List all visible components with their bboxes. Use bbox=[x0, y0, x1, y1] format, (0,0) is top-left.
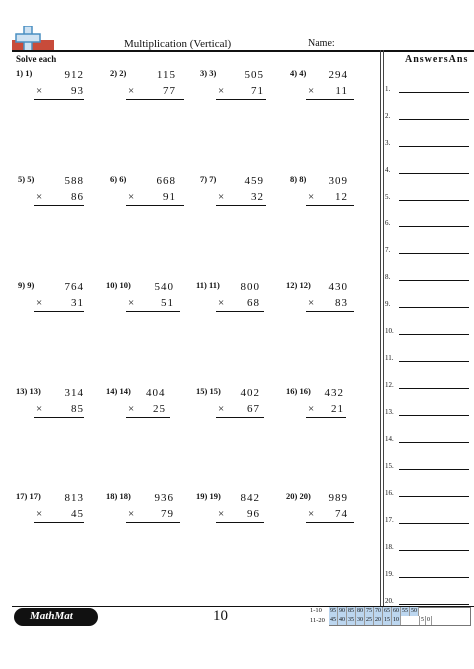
multiplier: 12 bbox=[335, 191, 348, 203]
times-sign: × bbox=[218, 403, 225, 415]
times-sign: × bbox=[128, 508, 135, 520]
times-sign: × bbox=[218, 508, 225, 520]
score-cell: 50 bbox=[411, 608, 417, 614]
times-sign: × bbox=[36, 297, 43, 309]
problem bbox=[196, 386, 280, 436]
score-cell: 10 bbox=[393, 617, 399, 623]
problem bbox=[16, 491, 84, 541]
answer-number: 16. bbox=[385, 489, 394, 497]
problem-number: 8) 8) bbox=[290, 174, 307, 184]
problem-number: 11) 11) bbox=[196, 280, 220, 290]
times-sign: × bbox=[36, 85, 43, 97]
problem-number: 7) 7) bbox=[200, 174, 217, 184]
multiplicand: 764 bbox=[64, 281, 84, 293]
answer-line[interactable] bbox=[385, 376, 469, 390]
score-cell: 35 bbox=[348, 617, 354, 623]
answer-rule bbox=[34, 311, 84, 312]
times-sign: × bbox=[128, 297, 135, 309]
multiplicand: 842 bbox=[240, 492, 260, 504]
answer-number: 5. bbox=[385, 193, 391, 201]
multiplicand: 505 bbox=[244, 69, 264, 81]
problem bbox=[16, 386, 84, 436]
multiplier: 67 bbox=[247, 403, 260, 415]
answer-line[interactable] bbox=[385, 214, 469, 228]
problem bbox=[0, 68, 84, 118]
multiplicand: 800 bbox=[240, 281, 260, 293]
answer-rule bbox=[34, 205, 84, 206]
answer-number: 1. bbox=[385, 85, 391, 93]
answer-number: 9. bbox=[385, 300, 391, 308]
answer-number: 2. bbox=[385, 112, 391, 120]
answer-rule bbox=[306, 99, 354, 100]
problem-number: 9) 9) bbox=[18, 280, 35, 290]
answer-line[interactable] bbox=[385, 80, 469, 94]
problem-number: 12) 12) bbox=[286, 280, 311, 290]
score-cell: 75 bbox=[366, 608, 372, 614]
problem bbox=[106, 280, 190, 330]
answer-line[interactable] bbox=[385, 161, 469, 175]
name-label: Name: bbox=[308, 38, 335, 49]
answer-number: 4. bbox=[385, 166, 391, 174]
multiplier: 85 bbox=[71, 403, 84, 415]
times-sign: × bbox=[218, 85, 225, 97]
problem-number: 20) 20) bbox=[286, 491, 311, 501]
multiplicand: 314 bbox=[64, 387, 84, 399]
multiplicand: 115 bbox=[156, 69, 176, 81]
answer-rule bbox=[306, 417, 346, 418]
answer-number: 18. bbox=[385, 543, 394, 551]
answer-rule bbox=[34, 522, 84, 523]
problem bbox=[110, 68, 190, 118]
times-sign: × bbox=[128, 191, 135, 203]
problem bbox=[18, 280, 84, 330]
answer-rule bbox=[126, 522, 180, 523]
answer-number: 19. bbox=[385, 570, 394, 578]
worksheet-title: Multiplication (Vertical) bbox=[124, 38, 232, 50]
answer-line[interactable] bbox=[385, 295, 469, 309]
answer-rule bbox=[306, 205, 354, 206]
answer-line[interactable] bbox=[385, 134, 469, 148]
score-cell: 70 bbox=[375, 608, 381, 614]
problem bbox=[106, 386, 190, 436]
multiplicand: 912 bbox=[64, 69, 84, 81]
times-sign: × bbox=[308, 191, 315, 203]
score-cell: 55 bbox=[402, 608, 408, 614]
answer-divider bbox=[380, 50, 381, 607]
problem bbox=[196, 280, 280, 330]
problem bbox=[290, 68, 370, 118]
answer-rule bbox=[126, 417, 170, 418]
times-sign: × bbox=[128, 85, 135, 97]
multiplier: 71 bbox=[251, 85, 264, 97]
answer-line[interactable] bbox=[385, 107, 469, 121]
answer-rule bbox=[126, 99, 184, 100]
answer-line[interactable] bbox=[385, 511, 469, 525]
score-cell: 45 bbox=[330, 617, 336, 623]
answer-line[interactable] bbox=[385, 188, 469, 202]
problem bbox=[200, 68, 280, 118]
answer-rule bbox=[126, 205, 184, 206]
multiplicand: 668 bbox=[156, 175, 176, 187]
multiplicand: 294 bbox=[328, 69, 348, 81]
answer-line[interactable] bbox=[385, 430, 469, 444]
answer-number: 14. bbox=[385, 435, 394, 443]
answer-number: 3. bbox=[385, 139, 391, 147]
answer-number: 20. bbox=[385, 597, 394, 605]
score-cell: 90 bbox=[339, 608, 345, 614]
problem bbox=[286, 491, 370, 541]
multiplier: 25 bbox=[153, 403, 166, 415]
multiplicand: 989 bbox=[328, 492, 348, 504]
score-row bbox=[329, 616, 432, 625]
score-cell: 25 bbox=[366, 617, 372, 623]
instructions: Solve each bbox=[16, 54, 57, 64]
problem-number: 18) 18) bbox=[106, 491, 131, 501]
times-sign: × bbox=[36, 508, 43, 520]
answer-rule bbox=[126, 311, 180, 312]
answer-rule bbox=[216, 99, 266, 100]
answer-number: 10. bbox=[385, 327, 394, 335]
times-sign: × bbox=[36, 191, 43, 203]
answer-divider bbox=[383, 50, 384, 607]
multiplicand: 404 bbox=[146, 387, 166, 399]
answer-line[interactable] bbox=[385, 268, 469, 282]
answer-number: 13. bbox=[385, 408, 394, 416]
answer-number: 12. bbox=[385, 381, 394, 389]
multiplicand: 813 bbox=[64, 492, 84, 504]
multiplicand: 588 bbox=[64, 175, 84, 187]
multiplicand: 430 bbox=[328, 281, 348, 293]
answer-number: 8. bbox=[385, 273, 391, 281]
answer-number: 15. bbox=[385, 462, 394, 470]
problem-number: 3) 3) bbox=[200, 68, 217, 78]
problem bbox=[106, 491, 190, 541]
multiplicand: 402 bbox=[240, 387, 260, 399]
score-cell bbox=[401, 616, 420, 625]
answer-line[interactable] bbox=[385, 592, 469, 606]
problem bbox=[110, 174, 190, 224]
problem-number: 13) 13) bbox=[16, 386, 41, 396]
answer-rule bbox=[306, 522, 354, 523]
problem-number: 19) 19) bbox=[196, 491, 221, 501]
brand-name: MathMat bbox=[30, 610, 73, 622]
times-sign: × bbox=[218, 191, 225, 203]
multiplier: 32 bbox=[251, 191, 264, 203]
multiplier: 68 bbox=[247, 297, 260, 309]
answer-rule bbox=[34, 99, 84, 100]
answer-rule bbox=[34, 417, 84, 418]
answer-rule bbox=[216, 417, 264, 418]
answer-rule bbox=[216, 205, 266, 206]
multiplier: 74 bbox=[335, 508, 348, 520]
answer-line[interactable] bbox=[385, 457, 469, 471]
problem-number: 10) 10) bbox=[106, 280, 131, 290]
multiplier: 83 bbox=[335, 297, 348, 309]
multiplicand: 432 bbox=[324, 387, 344, 399]
score-cell: 95 bbox=[330, 608, 336, 614]
answer-number: 6. bbox=[385, 219, 391, 227]
times-sign: × bbox=[218, 297, 225, 309]
answer-line[interactable] bbox=[385, 322, 469, 336]
score-cell: 15 bbox=[384, 617, 390, 623]
answer-line[interactable] bbox=[385, 538, 469, 552]
score-cell: 30 bbox=[357, 617, 363, 623]
problem-number: 4) 4) bbox=[290, 68, 307, 78]
answer-number: 7. bbox=[385, 246, 391, 254]
problem-number: 16) 16) bbox=[286, 386, 311, 396]
answer-line[interactable] bbox=[385, 484, 469, 498]
multiplier: 45 bbox=[71, 508, 84, 520]
score-row-label: 1-10 bbox=[310, 607, 322, 614]
multiplier: 91 bbox=[163, 191, 176, 203]
times-sign: × bbox=[308, 508, 315, 520]
times-sign: × bbox=[128, 403, 135, 415]
problem bbox=[200, 174, 280, 224]
multiplier: 77 bbox=[163, 85, 176, 97]
multiplier: 79 bbox=[161, 508, 174, 520]
score-cell: 85 bbox=[348, 608, 354, 614]
multiplier: 51 bbox=[161, 297, 174, 309]
times-sign: × bbox=[308, 85, 315, 97]
times-sign: × bbox=[308, 297, 315, 309]
multiplicand: 540 bbox=[154, 281, 174, 293]
answer-rule bbox=[216, 311, 264, 312]
problem-number: 17) 17) bbox=[16, 491, 41, 501]
problem-number: 6) 6) bbox=[110, 174, 127, 184]
answer-number: 11. bbox=[385, 354, 394, 362]
problem bbox=[18, 174, 84, 224]
answer-line[interactable] bbox=[385, 241, 469, 255]
multiplicand: 936 bbox=[154, 492, 174, 504]
header-rule bbox=[12, 50, 474, 52]
score-cell: 60 bbox=[393, 608, 399, 614]
multiplier: 21 bbox=[331, 403, 344, 415]
score-cell: 40 bbox=[339, 617, 345, 623]
answer-line[interactable] bbox=[385, 565, 469, 579]
problem-number: 15) 15) bbox=[196, 386, 221, 396]
score-cell: 65 bbox=[384, 608, 390, 614]
multiplier: 11 bbox=[335, 85, 348, 97]
multiplier: 93 bbox=[71, 85, 84, 97]
multiplier: 31 bbox=[71, 297, 84, 309]
multiplicand: 309 bbox=[328, 175, 348, 187]
problem-number: 5) 5) bbox=[18, 174, 35, 184]
answer-rule bbox=[306, 311, 354, 312]
problem-number: 14) 14) bbox=[106, 386, 131, 396]
page-number: 10 bbox=[213, 608, 228, 624]
multiplier: 96 bbox=[247, 508, 260, 520]
times-sign: × bbox=[308, 403, 315, 415]
multiplicand: 459 bbox=[244, 175, 264, 187]
problem bbox=[196, 491, 280, 541]
answers-title: AnswersAns bbox=[405, 54, 469, 65]
problem bbox=[286, 280, 370, 330]
answer-rule bbox=[216, 522, 264, 523]
answer-line[interactable] bbox=[385, 403, 469, 417]
answer-line[interactable] bbox=[385, 349, 469, 363]
score-row bbox=[329, 607, 419, 616]
score-row-label: 11-20 bbox=[310, 617, 325, 624]
plus-logo-icon bbox=[12, 26, 54, 52]
score-cell: 80 bbox=[357, 608, 363, 614]
times-sign: × bbox=[36, 403, 43, 415]
answer-number: 17. bbox=[385, 516, 394, 524]
problem-number: 2) 2) bbox=[110, 68, 127, 78]
problem-number: 1) 1) bbox=[16, 68, 33, 78]
score-cell: 20 bbox=[375, 617, 381, 623]
problem bbox=[290, 174, 370, 224]
multiplier: 86 bbox=[71, 191, 84, 203]
score-cell: 0 bbox=[427, 617, 430, 623]
problem bbox=[286, 386, 370, 436]
score-cell: 5 bbox=[421, 617, 424, 623]
